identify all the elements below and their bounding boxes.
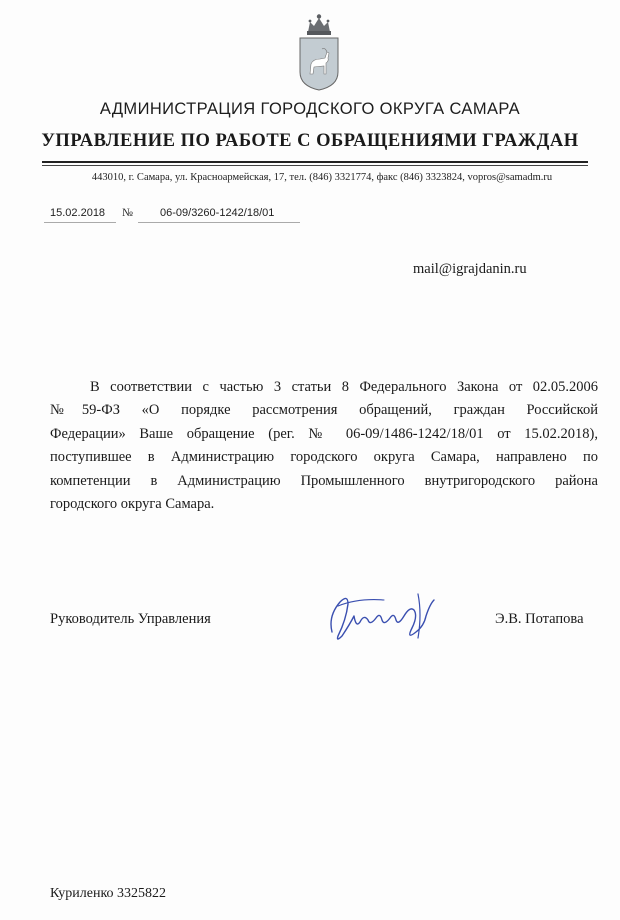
recipient-email: mail@igrajdanin.ru [413,261,527,277]
body-line: городского округа Самара. [50,496,215,513]
letter-body [50,376,598,516]
signatory-name: Э.В. Потапова [495,611,584,627]
signatory-position: Руководитель Управления [50,611,211,627]
body-line: В соответствии с частью 3 статьи 8 Федерального Закона от 02.05.2006 [90,379,598,395]
contact-address: 443010, г. Самара, ул. Красноармейская, 17, тел. (846) 3321774, факс (846) 3323824, vopros@samadm.ru [91,172,553,183]
handwritten-signature-icon [318,586,442,648]
body-line: Федерации» Ваше обращение (рег. № 06-09/1486-1242/18/01 от 15.02.2018), [50,425,598,442]
registration-date: 15.02.2018 [50,207,106,219]
registration-number: 06-09/3260-1242/18/01 [160,207,275,219]
registration-number-sign: № [122,207,133,219]
crown-icon [307,14,331,35]
body-line: компетенции в Администрацию Промышленного внутригородского района [50,472,598,489]
registration-date-underline [44,222,116,223]
executor-contact: Куриленко 3325822 [50,886,167,901]
header-divider-thick [42,161,588,163]
department-name: УПРАВЛЕНИЕ ПО РАБОТЕ С ОБРАЩЕНИЯМИ ГРАЖДАН [41,131,579,151]
body-line: поступившее в Администрацию городского округа Самара, направлено по [50,449,598,466]
samara-coat-of-arms-icon [296,12,342,92]
registration-number-underline [138,222,300,223]
body-line: №59-ФЗ «О порядке рассмотрения обращений, граждан Российской [50,402,598,419]
header-divider-thin [42,165,588,166]
organization-name: АДМИНИСТРАЦИЯ ГОРОДСКОГО ОКРУГА САМАРА [99,100,521,118]
